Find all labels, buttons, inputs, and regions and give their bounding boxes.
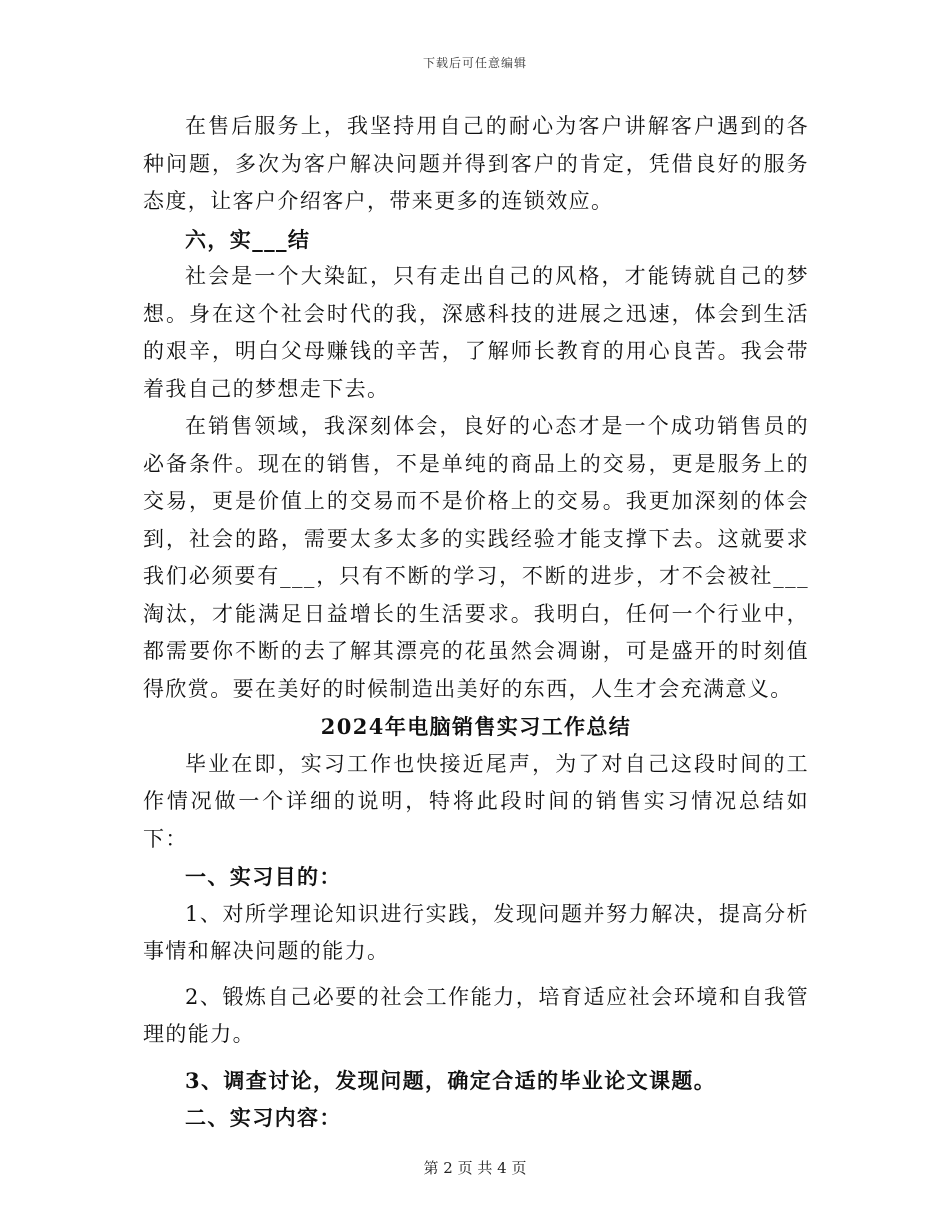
purpose-item-1: 1、对所学理论知识进行实践，发现问题并努力解决，提高分析事情和解决问题的能力。 <box>143 901 809 963</box>
purpose-item-3: 3、调查讨论，发现问题，确定合适的毕业论文课题。 <box>185 1067 717 1093</box>
section-heading-content: 二、实习内容： <box>185 1105 342 1130</box>
document-body <box>143 108 809 1137</box>
page-footer: 第 2 页 共 4 页 <box>423 1159 527 1177</box>
document-title: 2024年电脑销售实习工作总结 <box>320 714 632 739</box>
paragraph-society: 社会是一个大染缸，只有走出自己的风格，才能铸就自己的梦想。身在这个社会时代的我，深感科技的进展之迅速，体会到生活的艰辛，明白父母赚钱的辛苦，了解师长教育的用心良苦。我会带着我自己的梦想走下去。 <box>143 264 809 401</box>
section-heading-purpose: 一、实习目的： <box>185 864 342 889</box>
page-header: 下载后可任意编辑 <box>422 56 527 70</box>
purpose-item-2: 2、锻炼自己必要的社会工作能力，培育适应社会环境和自我管理的能力。 <box>143 984 809 1046</box>
section-heading-six: 六，实___结 <box>185 226 311 252</box>
paragraph-intro: 毕业在即，实习工作也快接近尾声，为了对自己这段时间的工作情况做一个详细的说明，特将此段时间的销售实习情况总结如下： <box>143 751 809 851</box>
paragraph-sales-experience: 在销售领域，我深刻体会，良好的心态才是一个成功销售员的必备条件。现在的销售，不是单纯的商品上的交易，更是服务上的交易，更是价值上的交易而不是价格上的交易。我更加深刻的体会到，社会的路，需要太多太多的实践经验才能支撑下去。这就要求我们必须要有___，只有不断的学习，不断的进步，才不会被社___淘汰，才能满足日益增长的生活要求。我明白，任何一个行业中，都需要你不断的去了解其漂亮的花虽然会凋谢，可是盛开的时刻值得欣赏。要在美好的时候制造出美好的东西，人生才会充满意义。 <box>143 414 809 701</box>
paragraph-after-sales-service: 在售后服务上，我坚持用自己的耐心为客户讲解客户遇到的各种问题，多次为客户解决问题并得到客户的肯定，凭借良好的服务态度，让客户介绍客户，带来更多的连锁效应。 <box>143 114 809 213</box>
